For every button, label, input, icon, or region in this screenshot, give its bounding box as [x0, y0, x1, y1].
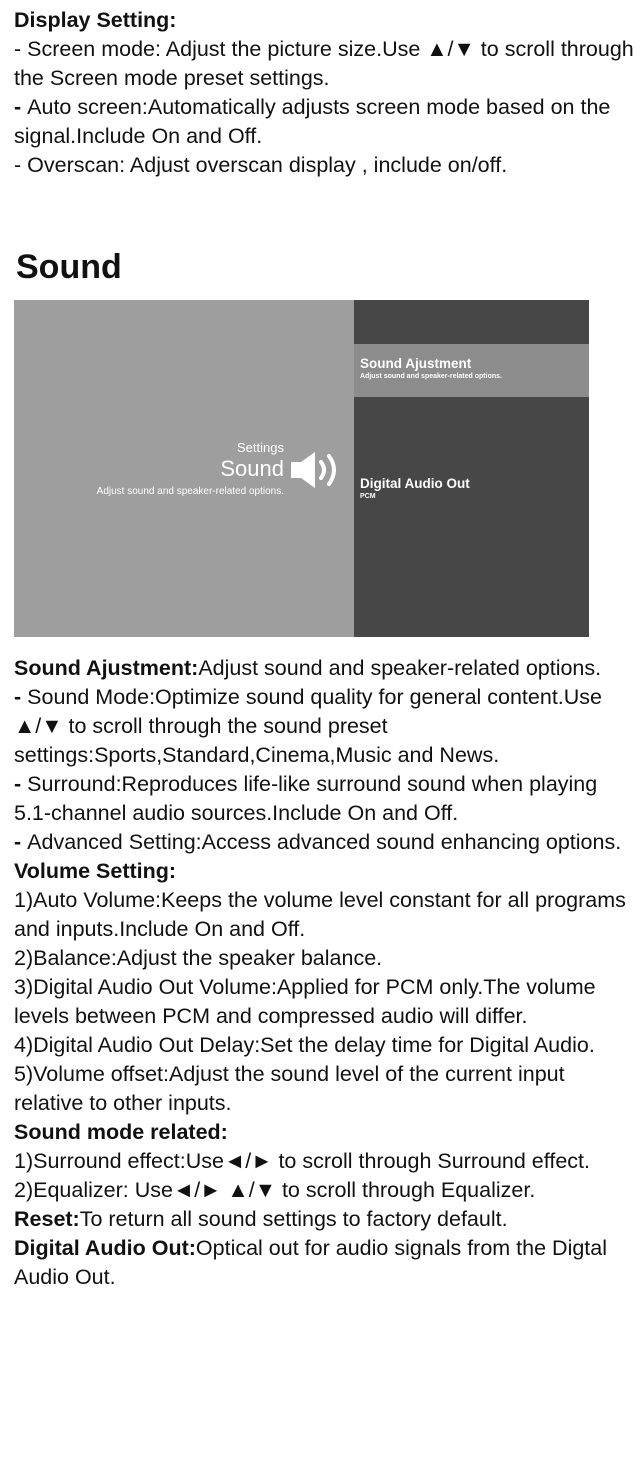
reset-text: To return all sound settings to factory default. — [79, 1207, 508, 1231]
overscan-item: - Overscan: Adjust overscan display , include on/off. — [14, 153, 508, 177]
menu-sound-label: Sound — [220, 456, 284, 481]
mode-item: 2)Equalizer: Use◄/► ▲/▼ to scroll through Equalizer. — [14, 1178, 536, 1202]
advanced-setting-dash: - — [14, 830, 28, 854]
sound-description-section — [14, 654, 634, 1292]
surround-dash: - — [14, 772, 28, 796]
auto-screen-item — [14, 93, 634, 151]
menu-item-subtitle: Adjust sound and speaker-related options. — [360, 373, 502, 380]
sound-adjustment-paragraph — [14, 654, 634, 683]
volume-item: 4)Digital Audio Out Delay:Set the delay time for Digital Audio. — [14, 1033, 595, 1057]
digital-audio-out-paragraph — [14, 1234, 634, 1292]
display-setting-section — [14, 6, 634, 180]
menu-right-panel — [354, 300, 589, 637]
reset-label: Reset: — [14, 1207, 80, 1231]
menu-item-digital-audio-out[interactable] — [354, 470, 589, 520]
volume-item: 5)Volume offset:Adjust the sound level of the current input relative to other inputs. — [14, 1062, 565, 1115]
screen-mode-item: - Screen mode: Adjust the picture size.Use ▲/▼ to scroll through the Screen mode preset settings. — [14, 37, 634, 90]
digital-audio-out-label: Digital Audio Out: — [14, 1236, 196, 1260]
volume-item: 1)Auto Volume:Keeps the volume level constant for all programs and inputs.Include On and Off. — [14, 888, 626, 941]
menu-settings-label: Settings — [237, 440, 284, 455]
volume-item: 2)Balance:Adjust the speaker balance. — [14, 946, 383, 970]
volume-item: 3)Digital Audio Out Volume:Applied for PCM only.The volume levels between PCM and compressed audio will differ. — [14, 975, 596, 1028]
surround-text: Surround:Reproduces life-like surround sound when playing 5.1-channel audio sources.Include On and Off. — [14, 772, 598, 825]
sound-menu-screenshot — [14, 300, 589, 637]
display-setting-heading: Display Setting: — [14, 8, 177, 32]
menu-sound-description: Adjust sound and speaker-related options. — [96, 486, 284, 497]
digital-audio-out-text: Optical out for audio signals from the Digtal Audio Out. — [14, 1236, 608, 1289]
reset-paragraph — [14, 1205, 634, 1234]
sound-mode-related-heading: Sound mode related: — [14, 1120, 228, 1144]
advanced-setting-text: Advanced Setting:Access advanced sound enhancing options. — [27, 830, 622, 854]
volume-setting-heading: Volume Setting: — [14, 859, 177, 883]
sound-mode-text: Sound Mode:Optimize sound quality for general content.Use ▲/▼ to scroll through the sound preset settings:Sports,Standard,Cinema,Music and News. — [14, 685, 603, 767]
sound-adjustment-text: Adjust sound and speaker-related options. — [198, 656, 602, 680]
menu-item-title: Digital Audio Out — [360, 476, 470, 491]
menu-left-panel — [14, 300, 354, 637]
menu-top-strip — [354, 300, 589, 344]
mode-item: 1)Surround effect:Use◄/► to scroll through Surround effect. — [14, 1149, 590, 1173]
menu-item-sound-adjustment[interactable] — [354, 344, 589, 397]
sound-adjustment-label: Sound Ajustment: — [14, 656, 199, 680]
sound-mode-paragraph — [14, 683, 634, 770]
menu-item-title: Sound Ajustment — [360, 356, 472, 371]
surround-paragraph — [14, 770, 634, 828]
speaker-volume-icon — [289, 450, 343, 490]
sound-heading: Sound — [16, 248, 122, 286]
auto-screen-dash: - — [14, 95, 28, 119]
sound-mode-dash: - — [14, 685, 28, 709]
advanced-setting-paragraph — [14, 828, 634, 857]
auto-screen-text: Auto screen:Automatically adjusts screen mode based on the signal.Include On and Off. — [14, 95, 611, 148]
menu-item-subtitle: PCM — [360, 493, 376, 500]
